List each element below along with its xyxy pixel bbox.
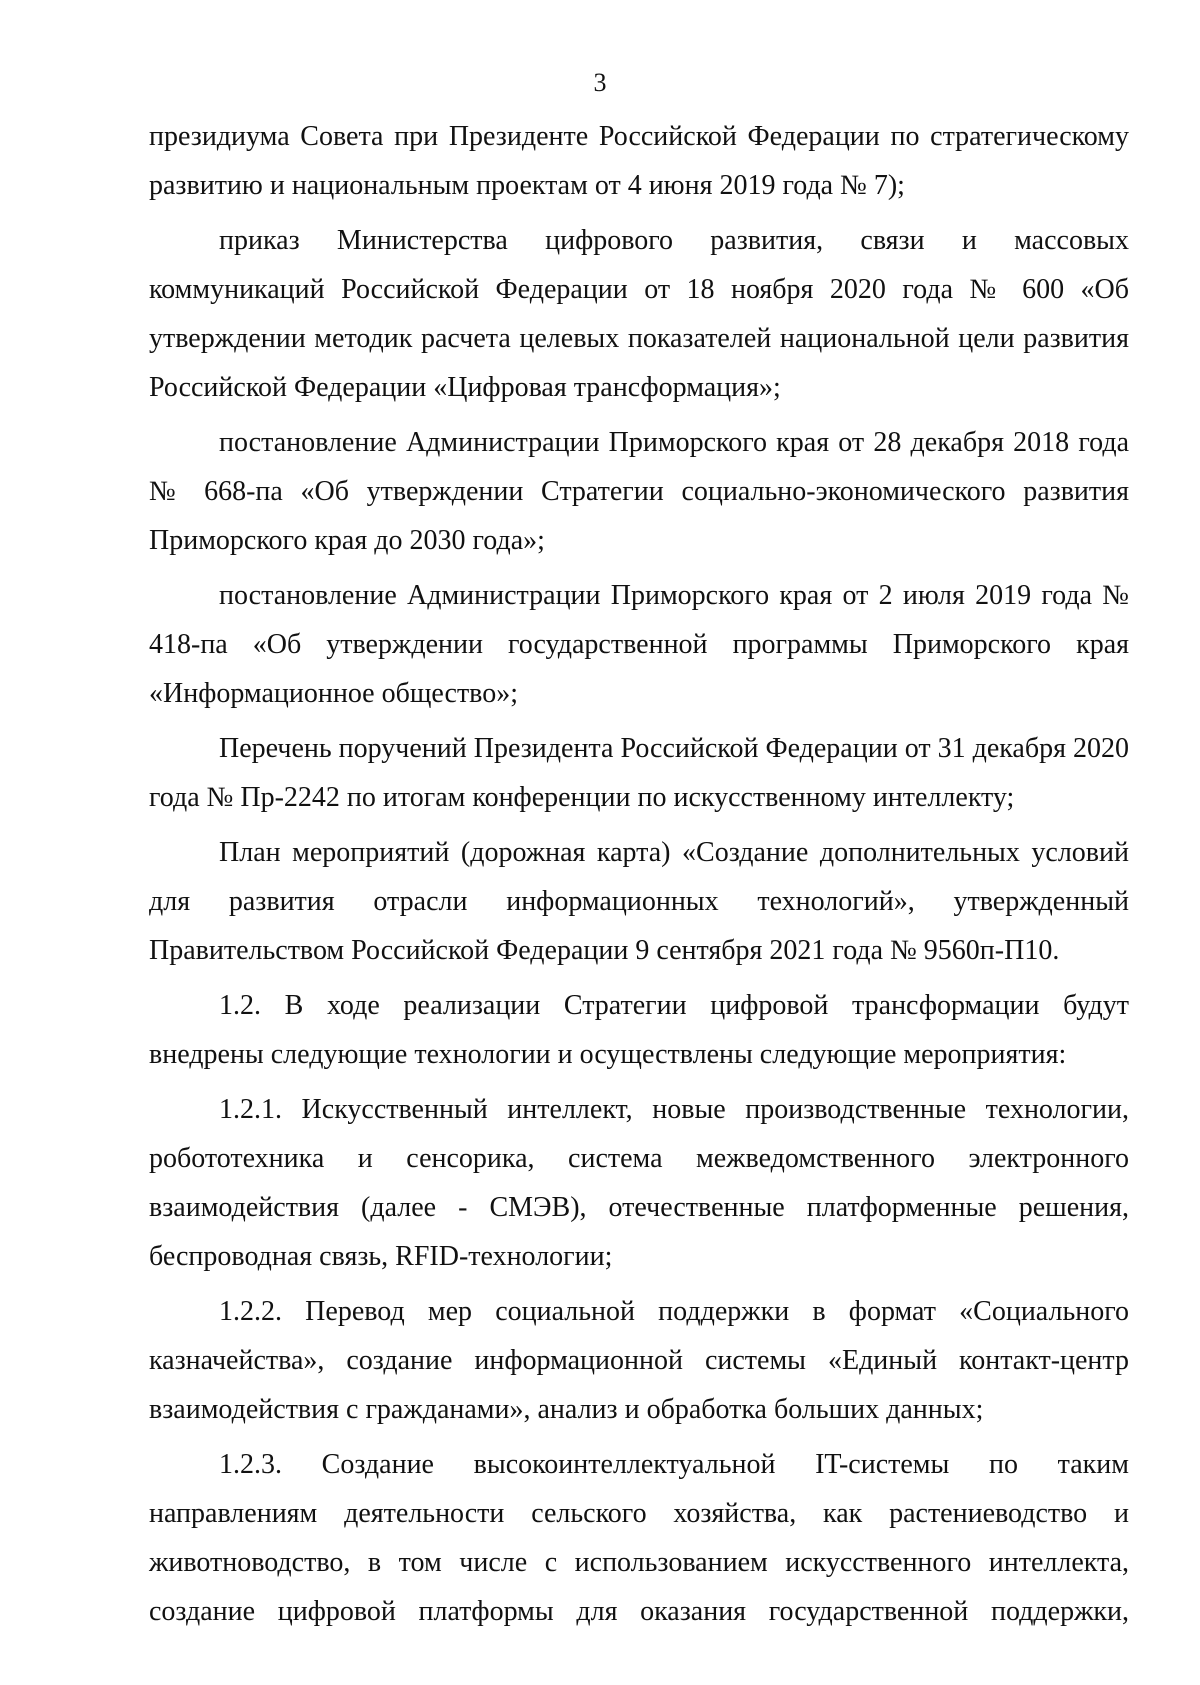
paragraph-continuation: президиума Совета при Президенте Российской Федерации по стратегическому развитию и национальным проектам от 4 июня 2019 года № 7); [149,121,1129,201]
paragraph-roadmap: План мероприятий (дорожная карта) «Создание дополнительных условий для развития отрасли информационных технологий», утвержденный Правительством Российской Федерации 9 сентября 2021 года № 9560п-П10. [149,837,1129,966]
paragraph-resolution-418: постановление Администрации Приморского края от 2 июля 2019 года № 418-па «Об утверждении государственной программы Приморского края «Информационное общество»; [149,580,1129,709]
paragraph-order-mincifry: приказ Министерства цифрового развития, связи и массовых коммуникаций Российской Федерации от 18 ноября 2020 года № 600 «Об утверждении методик расчета целевых показателей национальной цели развития Российской Федерации «Цифровая трансформация»; [149,225,1129,403]
paragraph-section-1-2-1: 1.2.1. Искусственный интеллект, новые производственные технологии, робототехника и сенсорика, система межведомственного электронного взаимодействия (далее - СМЭВ), отечественные платформенные решения, беспроводная связь, RFID-технологии; [149,1094,1129,1272]
paragraph-resolution-668: постановление Администрации Приморского края от 28 декабря 2018 года № 668-па «Об утверждении Стратегии социально-экономического развития Приморского края до 2030 года»; [149,427,1129,556]
paragraph-section-1-2: 1.2. В ходе реализации Стратегии цифровой трансформации будут внедрены следующие технологии и осуществлены следующие мероприятия: [149,990,1129,1070]
document-body [149,112,1129,1642]
paragraph-section-1-2-2: 1.2.2. Перевод мер социальной поддержки в формат «Социального казначейства», создание информационной системы «Единый контакт-центр взаимодействия с гражданами», анализ и обработка больших данных; [149,1296,1129,1425]
page-number: 3 [593,68,607,97]
paragraph-section-1-2-3: 1.2.3. Создание высокоинтеллектуальной IT-системы по таким направлениям деятельности сельского хозяйства, как растениеводство и животноводство, в том числе с использованием искусственного интеллекта, создание цифровой платформы для оказания государственной поддержки, [149,1449,1129,1627]
paragraph-president-instructions: Перечень поручений Президента Российской Федерации от 31 декабря 2020 года № Пр-2242 по итогам конференции по искусственному интеллекту; [149,733,1129,813]
